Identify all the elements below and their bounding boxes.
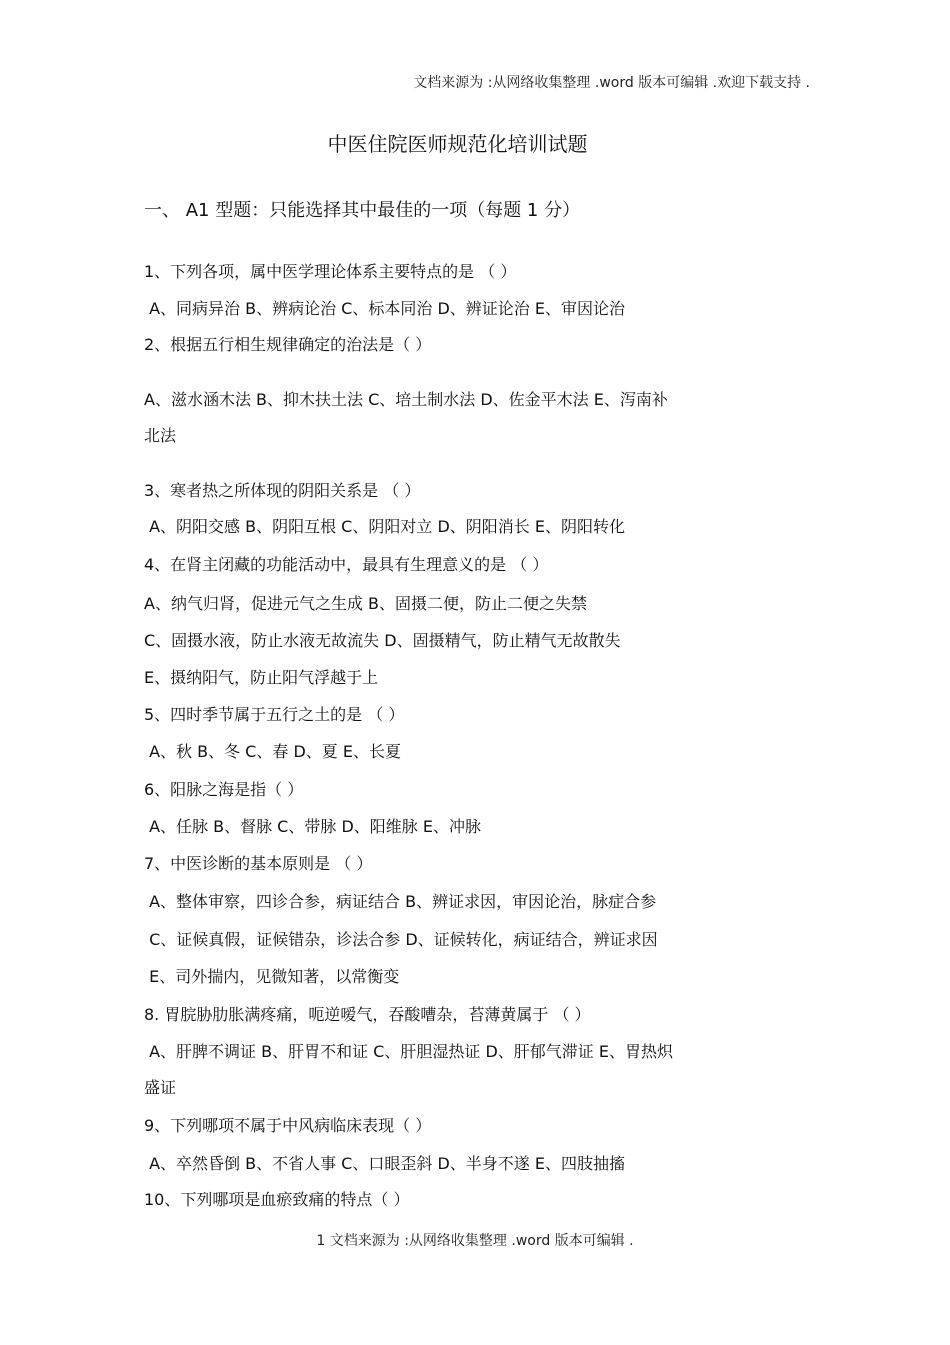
question-7-options-e: E、司外揣内，见微知著，以常衡变 bbox=[144, 967, 400, 986]
question-9: 9、下列哪项不属于中风病临床表现（ ） bbox=[144, 1116, 432, 1135]
page-title: 中医住院医师规范化培训试题 bbox=[327, 132, 588, 156]
question-6: 6、阳脉之海是指（ ） bbox=[144, 780, 304, 799]
question-4: 4、在肾主闭藏的功能活动中，最具有生理意义的是 （ ） bbox=[144, 555, 549, 574]
question-2: 2、根据五行相生规律确定的治法是（ ） bbox=[144, 335, 432, 354]
question-4-options-cd: C、固摄水液，防止水液无故流失 D、固摄精气，防止精气无故散失 bbox=[144, 631, 621, 650]
question-8-options: A、肝脾不调证 B、肝胃不和证 C、肝胆湿热证 D、肝郁气滞证 E、胃热炽 bbox=[144, 1042, 673, 1061]
question-7: 7、中医诊断的基本原则是 （ ） bbox=[144, 854, 373, 873]
page-footer: 1 文档来源为 :从网络收集整理 .word 版本可编辑 . bbox=[316, 1233, 634, 1249]
page-header: 文档来源为 :从网络收集整理 .word 版本可编辑 .欢迎下载支持 . bbox=[413, 75, 810, 91]
question-6-options: A、任脉 B、督脉 C、带脉 D、阳维脉 E、冲脉 bbox=[144, 817, 481, 836]
section-heading: 一、 A1 型题：只能选择其中最佳的一项（每题 1 分） bbox=[144, 200, 581, 221]
question-8: 8. 胃脘胁肋胀满疼痛，呃逆嗳气，吞酸嘈杂，苔薄黄属于 （ ） bbox=[144, 1005, 591, 1024]
question-4-options-ab: A、纳气归肾，促进元气之生成 B、固摄二便，防止二便之失禁 bbox=[144, 594, 588, 613]
question-7-options-ab: A、整体审察，四诊合参，病证结合 B、辨证求因，审因论治，脉症合参 bbox=[144, 892, 657, 911]
question-4-options-e: E、摄纳阳气，防止阳气浮越于上 bbox=[144, 668, 379, 687]
question-3-options: A、阴阳交感 B、阴阳互根 C、阴阳对立 D、阴阳消长 E、阴阳转化 bbox=[144, 517, 625, 536]
question-1-options: A、同病异治 B、辨病论治 C、标本同治 D、辨证论治 E、审因论治 bbox=[144, 299, 625, 318]
question-7-options-cd: C、证候真假，证候错杂，诊法合参 D、证候转化，病证结合，辨证求因 bbox=[144, 930, 658, 949]
question-3: 3、寒者热之所体现的阴阳关系是 （ ） bbox=[144, 481, 421, 500]
question-5-options: A、秋 B、冬 C、春 D、夏 E、长夏 bbox=[144, 742, 401, 761]
question-5: 5、四时季节属于五行之土的是 （ ） bbox=[144, 705, 405, 724]
question-2-options: A、滋水涵木法 B、抑木扶土法 C、培土制水法 D、佐金平木法 E、泻南补 bbox=[144, 390, 668, 409]
question-8-options-cont: 盛证 bbox=[144, 1078, 177, 1097]
question-1: 1、下列各项，属中医学理论体系主要特点的是 （ ） bbox=[144, 262, 517, 281]
question-10: 10、下列哪项是血瘀致痛的特点（ ） bbox=[144, 1190, 410, 1209]
question-9-options: A、卒然昏倒 B、不省人事 C、口眼歪斜 D、半身不遂 E、四肢抽搐 bbox=[144, 1154, 625, 1173]
question-2-options-cont: 北法 bbox=[144, 426, 177, 445]
